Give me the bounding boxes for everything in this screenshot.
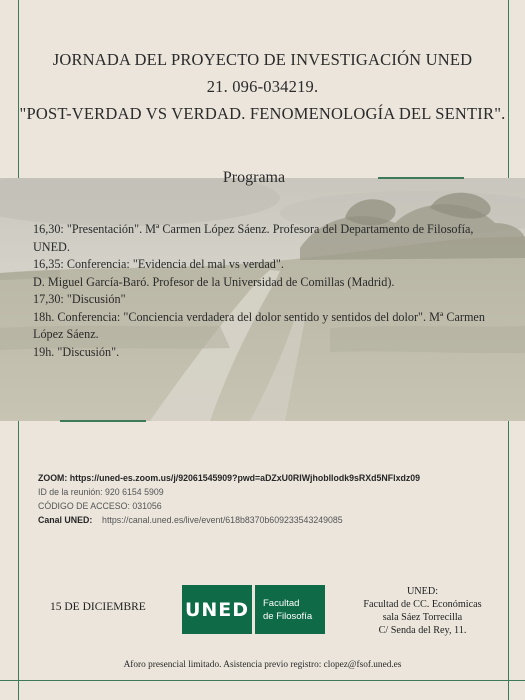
venue-line-2: Facultad de CC. Económicas xyxy=(363,599,482,610)
access-code: CÓDIGO DE ACCESO: 031056 xyxy=(38,501,162,511)
programa-heading: Programa xyxy=(222,169,286,186)
program-item: D. Miguel García-Baró. Profesor de la Universidad de Comillas (Madrid). xyxy=(33,274,395,289)
canal-link[interactable]: https://canal.uned.es/live/event/618b8370b609233543249085 xyxy=(102,515,343,525)
title-line-2: 21. 096-034219. xyxy=(206,77,319,96)
faculty-line-1: Facultad xyxy=(263,597,300,609)
zoom-info xyxy=(38,471,508,527)
venue-line-4: C/ Senda del Rey, 11. xyxy=(378,625,467,636)
program-item: 18h. Conferencia: "Conciencia verdadera del dolor sentido y sentidos del dolor". Mª Carmen López Sáenz. xyxy=(33,309,485,341)
event-title xyxy=(0,46,525,127)
meeting-id: ID de la reunión: 920 6154 5909 xyxy=(38,487,164,497)
event-date: 15 DE DICIEMBRE xyxy=(50,601,146,613)
faculty-label xyxy=(255,585,325,634)
program-list xyxy=(33,221,503,361)
accent-bar-bottom xyxy=(60,420,146,422)
zoom-link[interactable]: ZOOM: https://uned-es.zoom.us/j/92061545909?pwd=aDZxU0RIWjhobllodk9sRXd5NFlxdz09 xyxy=(38,473,421,483)
title-line-3: "POST-VERDAD VS VERDAD. FENOMENOLOGÍA DEL SENTIR". xyxy=(19,104,506,123)
uned-logo-text: UNED xyxy=(182,585,252,634)
venue-line-3: sala Sáez Torrecilla xyxy=(382,612,463,623)
venue-address xyxy=(350,585,495,637)
program-item: 17,30: "Discusión" xyxy=(33,292,126,306)
program-item: 19h. "Discusión". xyxy=(33,344,120,359)
canal-uned-row xyxy=(38,513,508,527)
program-item: 16,30: "Presentación". Mª Carmen López Sáenz. Profesora del Departamento de Filosofía, UNED. xyxy=(33,222,474,254)
faculty-line-2: de Filosofía xyxy=(263,610,313,622)
program-item: 16,35: Conferencia: "Evidencia del mal vs verdad". xyxy=(33,257,284,271)
frame-bottom-line xyxy=(0,680,525,681)
canal-label: Canal UNED: xyxy=(38,515,93,525)
title-line-1: JORNADA DEL PROYECTO DE INVESTIGACIÓN UNED xyxy=(52,50,473,69)
venue-line-1: UNED: xyxy=(406,586,439,597)
registration-note: Aforo presencial limitado. Asistencia previo registro: clopez@fsof.uned.es xyxy=(123,660,402,670)
uned-philosophy-logo xyxy=(182,585,325,634)
